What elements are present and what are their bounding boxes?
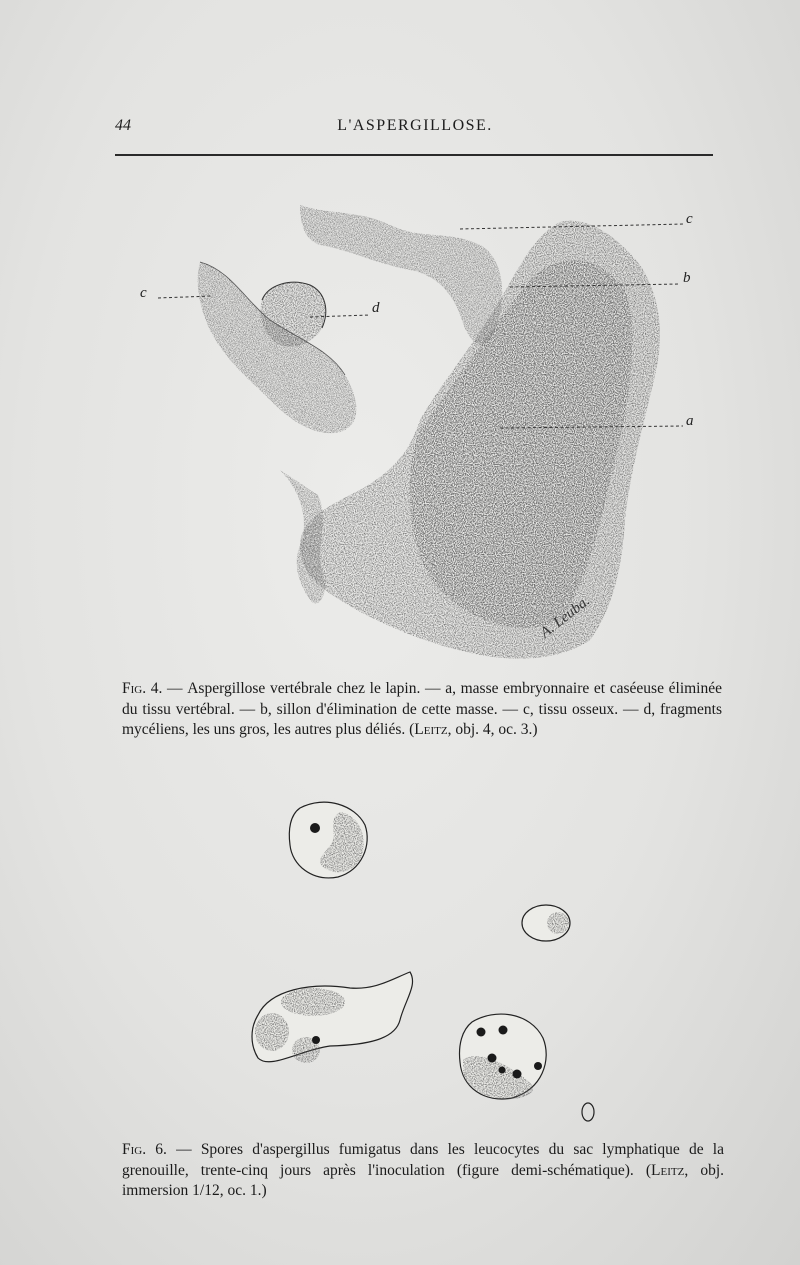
label-d: d (372, 300, 380, 316)
page-number: 44 (115, 117, 131, 134)
mycelial-fragment-d (261, 282, 326, 346)
figure4-illustration (198, 205, 660, 659)
label-a: a (686, 413, 694, 429)
label-c-left: c (140, 285, 147, 301)
leucocyte-1 (289, 802, 367, 878)
figure6-caption-prefix: Fig. 6. — (122, 1141, 201, 1158)
figure4-caption-prefix: Fig. 4. — (122, 680, 188, 697)
figure6-caption (122, 1140, 724, 1202)
artist-signature: A. Leuba. (537, 592, 594, 642)
leucocyte-3 (252, 972, 413, 1063)
free-spore (582, 1103, 594, 1121)
figure4-caption-suffix: , obj. 4, oc. 3.) (447, 721, 538, 738)
figure6-illustration (252, 802, 594, 1121)
label-b: b (683, 270, 691, 286)
label-c-top: c (686, 211, 693, 227)
leucocyte-2 (522, 905, 570, 941)
figure4-caption-author: Leitz (414, 721, 448, 738)
figure6-caption-suffix: , obj. immersion 1/12, oc. 1.) (122, 1161, 724, 1199)
running-title: L'ASPERGILLOSE. (337, 117, 493, 134)
figure6-caption-text: Spores d'aspergillus fumigatus dans les leucocytes du sac lymphatique de la grenouille, trente-cinq jours après l'inoculation (figure demi-schématique). ( (122, 1141, 724, 1179)
bone-tissue-top (300, 205, 502, 344)
figure6-caption-author: Leitz (651, 1161, 685, 1179)
figure4-caption-text: Aspergillose vertébrale chez le lapin. — a, masse embryonnaire et caséeuse éliminée du tissu vertébral. — b, sillon d'élimination de cette masse. — c, tissu osseux. — d, fragments mycéliens, les uns gros, les autres plus déliés. ( (122, 680, 723, 738)
figure4-caption (122, 679, 722, 741)
leucocyte-4 (460, 1014, 547, 1099)
